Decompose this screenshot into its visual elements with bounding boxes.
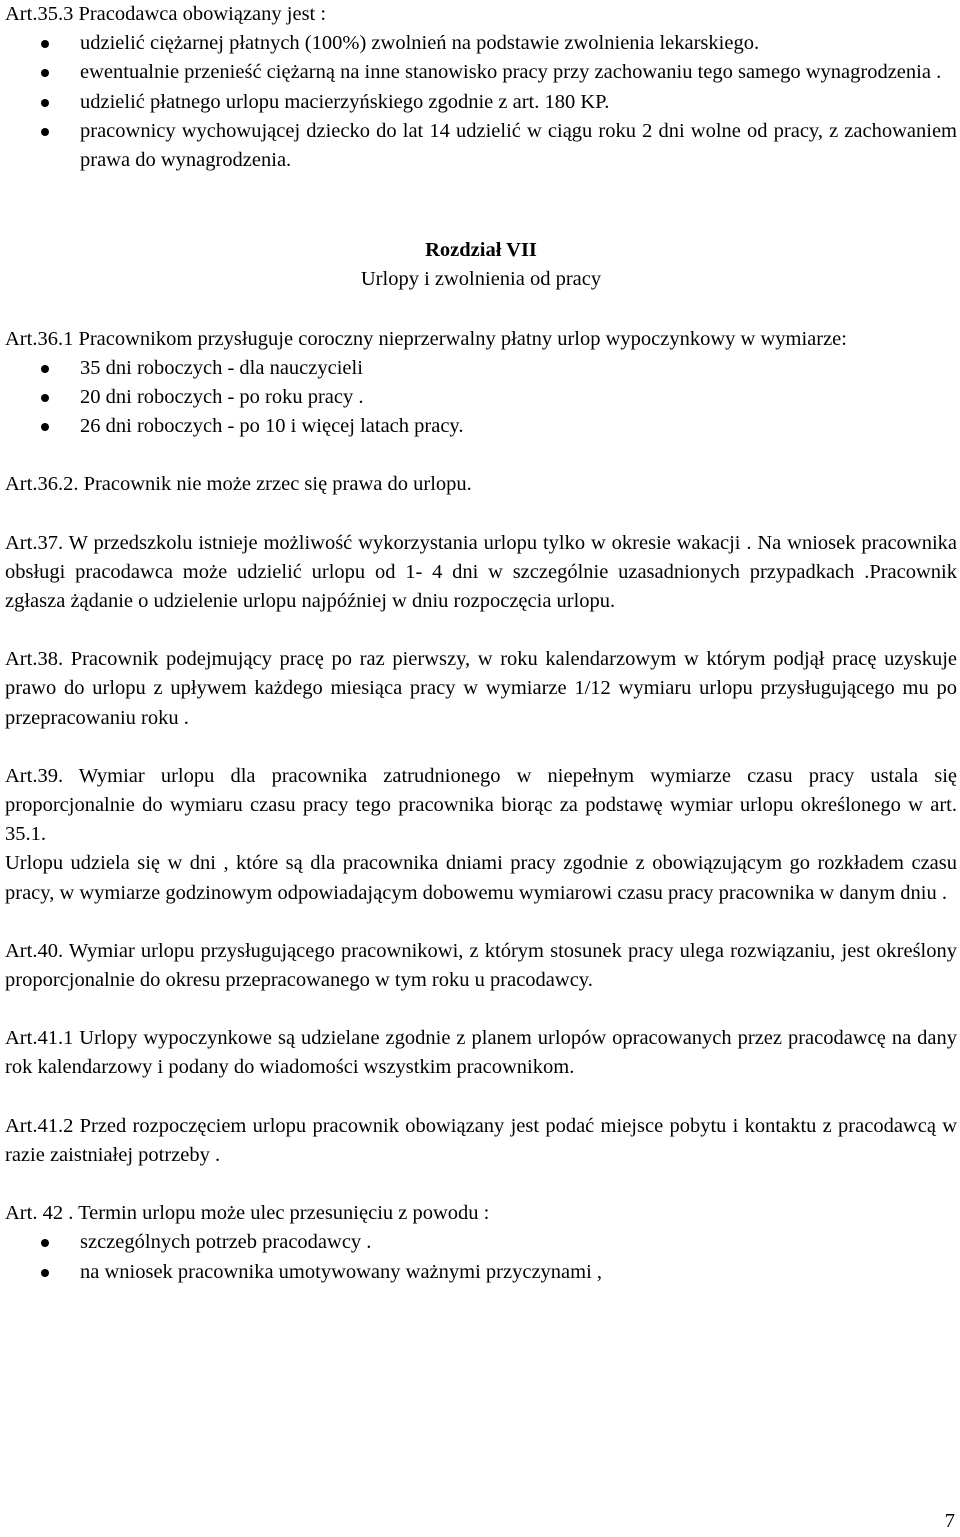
bullet-icon bbox=[41, 394, 49, 402]
list-item: szczególnych potrzeb pracodawcy . bbox=[5, 1228, 957, 1257]
bullet-icon bbox=[41, 69, 49, 77]
art41-1-text: Art.41.1 Urlopy wypoczynkowe są udzielane zgodnie z planem urlopów opracowanych przez pracodawcę na dany rok kalendarzowy i podany do wiadomości wszystkim pracownikom. bbox=[5, 1027, 957, 1079]
list-item: na wniosek pracownika umotywowany ważnymi przyczynami , bbox=[5, 1258, 957, 1287]
art36-1-text: Art.36.1 Pracownikom przysługuje coroczny nieprzerwalny płatny urlop wypoczynkowy w wymiarze: bbox=[5, 327, 847, 350]
list-item: udzielić ciężarnej płatnych (100%) zwolnień na podstawie zwolnienia lekarskiego. bbox=[5, 29, 957, 58]
bullet-icon bbox=[41, 40, 49, 48]
chapter-subtitle: Urlopy i zwolnienia od pracy bbox=[360, 268, 602, 291]
chapter-title: Rozdział VII bbox=[425, 239, 537, 262]
art40-text: Art.40. Wymiar urlopu przysługującego pracownikowi, z którym stosunek pracy ulega rozwiązaniu, jest określony proporcjonalnie do okresu przepracowanego w tym roku u pracodawcy. bbox=[5, 939, 957, 992]
document-page bbox=[5, 0, 957, 1287]
art35-heading: Art.35.3 Pracodawca obowiązany jest : bbox=[5, 3, 327, 25]
art37-text: Art.37. W przedszkolu istnieje możliwość wykorzystania urlopu tylko w okresie wakacji . Na wniosek pracownika obsługi pracodawca może udzielić urlopu od 1- 4 dni w szczególnie uzasadnionych przypadkach .Pracownik zgłasza żądanie o udzielenie urlopu najpóźniej w dniu rozpoczęcia urlopu. bbox=[5, 531, 957, 613]
bullet-icon bbox=[41, 1239, 49, 1247]
art36-1-list bbox=[5, 354, 957, 442]
list-item: 20 dni roboczych - po roku pracy . bbox=[5, 383, 957, 412]
art36-2-text: Art.36.2. Pracownik nie może zrzec się prawa do urlopu. bbox=[5, 473, 472, 496]
bullet-icon bbox=[41, 128, 49, 136]
bullet-icon bbox=[41, 365, 49, 373]
art42-list bbox=[5, 1228, 957, 1286]
list-item: udzielić płatnego urlopu macierzyńskiego zgodnie z art. 180 KP. bbox=[5, 88, 957, 117]
list-item: ewentualnie przenieść ciężarną na inne stanowisko pracy przy zachowaniu tego samego wynagrodzenia . bbox=[5, 58, 957, 87]
art39-text: Art.39. Wymiar urlopu dla pracownika zatrudnionego w niepełnym wymiarze czasu pracy ustala się proporcjonalnie do wymiaru czasu pracy tego pracownika biorąc za podstawę wymiar urlopu określonego w art. 35.1. bbox=[5, 764, 957, 846]
bullet-icon bbox=[41, 1269, 49, 1277]
list-item: 35 dni roboczych - dla nauczycieli bbox=[5, 354, 957, 383]
art41-2-text: Art.41.2 Przed rozpoczęciem urlopu pracownik obowiązany jest podać miejsce pobytu i kontaktu z pracodawcą w razie zaistniałej potrzeby . bbox=[5, 1114, 957, 1166]
bullet-icon bbox=[41, 423, 49, 431]
art35-list bbox=[5, 29, 957, 175]
bullet-icon bbox=[41, 99, 49, 107]
art38-text: Art.38. Pracownik podejmujący pracę po raz pierwszy, w roku kalendarzowym w którym podjął pracę uzyskuje prawo do urlopu z upływem każdego miesiąca pracy w wymiarze 1/12 wymiaru urlopu przysługującego mu po przepracowaniu roku . bbox=[5, 648, 957, 729]
page-number: 7 bbox=[944, 1510, 955, 1532]
art42-heading: Art. 42 . Termin urlopu może ulec przesunięciu z powodu : bbox=[5, 1202, 490, 1225]
list-item: pracownicy wychowującej dziecko do lat 14 udzielić w ciągu roku 2 dni wolne od pracy, z zachowaniem prawa do wynagrodzenia. bbox=[5, 117, 957, 175]
art39-text-continued: Urlopu udziela się w dni , które są dla pracownika dniami pracy zgodnie z obowiązującym go rozkładem czasu pracy, w wymiarze godzinowym odpowiadającym dobowemu wymiarowi czasu pracy pracownika w danym dniu . bbox=[5, 852, 957, 904]
list-item: 26 dni roboczych - po 10 i więcej latach pracy. bbox=[5, 412, 957, 441]
